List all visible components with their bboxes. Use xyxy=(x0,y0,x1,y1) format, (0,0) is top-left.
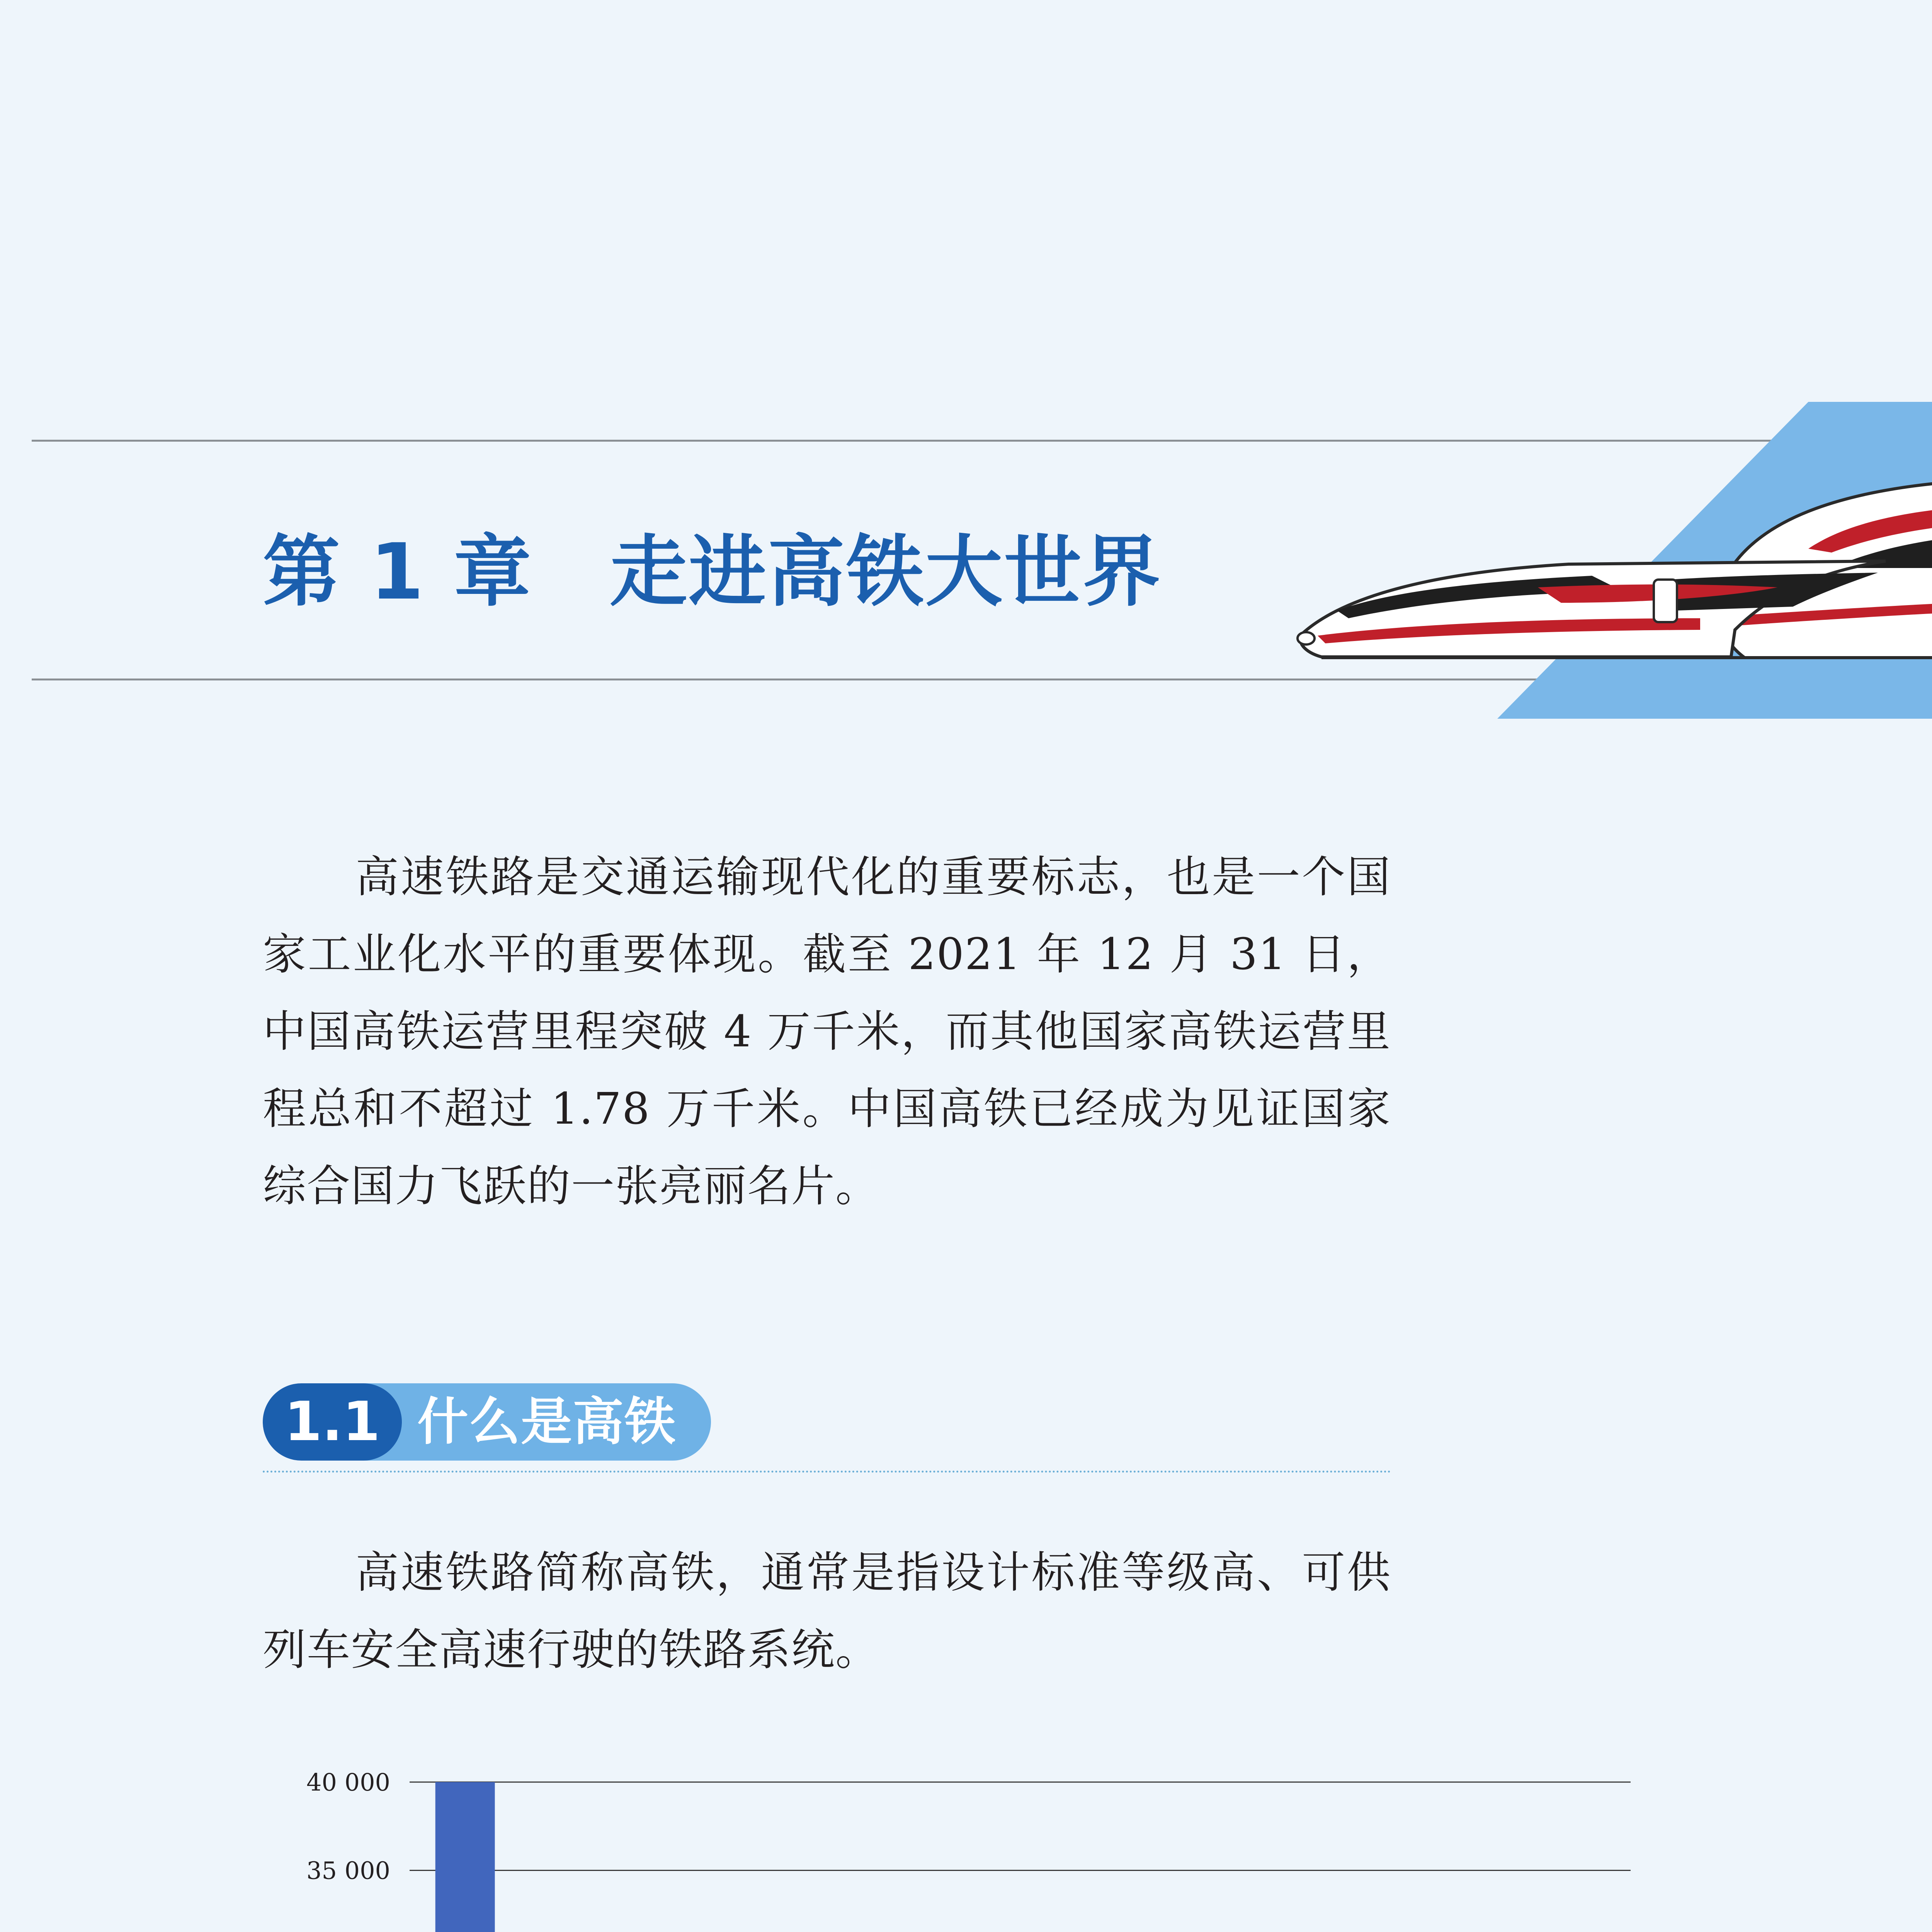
section-paragraph: 高速铁路简称高铁，通常是指设计标准等级高、可供列车安全高速行驶的铁路系统。 xyxy=(263,1548,1391,1675)
chart-y-ticks xyxy=(306,1768,390,1932)
y-tick-label: 35 000 xyxy=(306,1856,390,1885)
intro-paragraph: 高速铁路是交通运输现代化的重要标志，也是一个国家工业化水平的重要体现。截至 2021 年 12 月 31 日，中国高铁运营里程突破 4 万千米，而其他国家高铁运营里程总和不超过 1.78 万千米。中国高铁已经成为见证国家综合国力飞跃的一张亮丽名片。 xyxy=(263,852,1391,1211)
mileage-bar-chart xyxy=(232,1754,1677,1932)
section-number: 1.1 xyxy=(263,1383,402,1461)
y-tick-label: 40 000 xyxy=(306,1768,390,1796)
bar-1 xyxy=(435,1782,495,1932)
chart-bars xyxy=(435,1782,1605,1932)
section-title: 什么是高铁 xyxy=(417,1392,676,1452)
chapter-number: 第 1 章 xyxy=(263,527,533,617)
high-speed-train-icon xyxy=(1275,402,1932,719)
chart-grid xyxy=(410,1782,1631,1932)
chapter-name: 走进高铁大世界 xyxy=(610,527,1162,617)
section-divider xyxy=(263,1471,1391,1473)
section-heading xyxy=(263,1383,719,1464)
chapter-title xyxy=(263,510,1162,621)
